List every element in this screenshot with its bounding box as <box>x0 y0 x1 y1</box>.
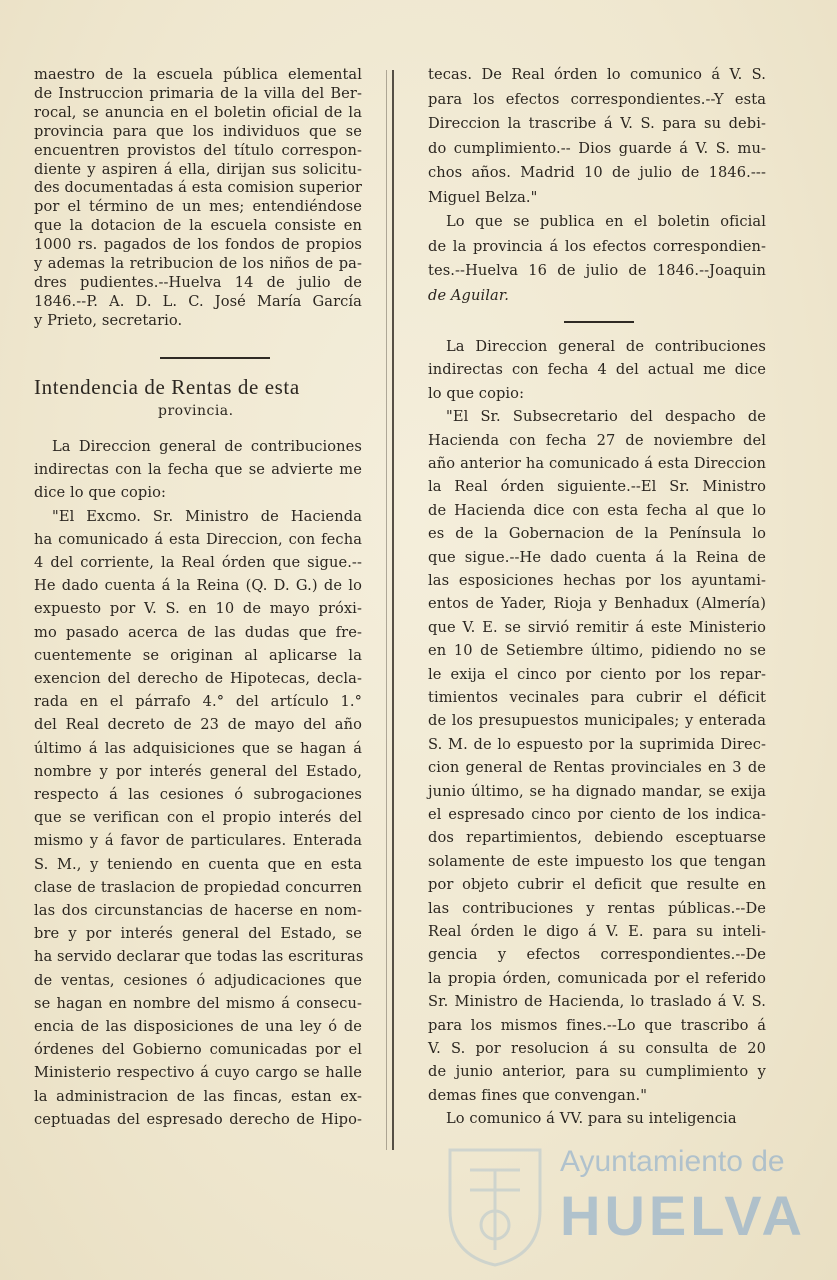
text-line: tecas. De Real órden lo comunico á V. S. <box>428 66 766 83</box>
text-line: dres pudientes.--Huelva 14 de julio de <box>34 273 362 291</box>
watermark-line1: Ayuntamiento de <box>560 1145 785 1178</box>
text-line: la administracion de las fincas, estan ex- <box>34 1087 362 1105</box>
text-line: de Instruccion primaria de la villa del Ber- <box>34 84 362 102</box>
text-line: 1000 rs. pagados de los fondos de propios <box>34 236 362 254</box>
text-line: Miguel Belza." <box>428 188 538 206</box>
text-line: timientos vecinales para cubrir el déficit <box>428 689 766 706</box>
text-line: y ademas la retribucion de los niños de pa- <box>34 255 362 272</box>
text-line: que la dotacion de la escuela consiste en <box>34 217 362 235</box>
text-line: las contribuciones y rentas públicas.--De <box>428 899 766 917</box>
text-line: solamente de este impuesto los que tengan <box>428 852 766 870</box>
text-line: nombre y por interés general del Estado, <box>34 762 362 780</box>
text-line: dice lo que copio: <box>34 484 167 502</box>
text-line: entos de Yader, Rioja y Benhadux (Almería) <box>428 595 766 613</box>
text-line: las dos circunstancias de hacerse en nom- <box>34 902 362 919</box>
text-line: la Real órden siguiente.--El Sr. Ministro <box>428 478 766 496</box>
text-line: le exija el cinco por ciento por los repar- <box>428 665 766 683</box>
text-line: exencion del derecho de Hipotecas, decla- <box>34 670 362 687</box>
text-line: mo pasado acerca de las dudas que fre- <box>34 623 362 641</box>
watermark-line2: HUELVA <box>560 1184 806 1247</box>
section-rule <box>160 357 270 359</box>
text-line: del Real decreto de 23 de mayo del año <box>34 716 362 734</box>
text-line: des documentadas á esta comision superior <box>34 179 362 197</box>
text-line: 4 del corriente, la Real órden que sigue.-- <box>34 554 362 571</box>
text-line: cion general de Rentas provinciales en 3 de <box>428 759 766 777</box>
text-line: que sigue.--He dado cuenta á la Reina de <box>428 548 766 566</box>
text-line: Lo que se publica en el boletin oficial <box>446 213 766 230</box>
text-line: indirectas con fecha 4 del actual me dice <box>428 361 766 379</box>
text-line: S. M., y teniendo en cuenta que en esta <box>34 855 362 873</box>
text-line: S. M. de lo espuesto por la suprimida Direc- <box>428 735 766 753</box>
text-line: do cumplimiento.-- Dios guarde á V. S. mu- <box>428 139 766 157</box>
text-line: el espresado cinco por ciento de los indica- <box>428 806 766 823</box>
text-line: en 10 de Setiembre último, pidiendo no se <box>428 642 766 660</box>
text-line: encia de las disposiciones de una ley ó de <box>34 1018 362 1035</box>
text-line: órdenes del Gobierno comunicadas por el <box>34 1041 362 1059</box>
text-line: por objeto cubrir el deficit que resulte en <box>428 876 766 894</box>
text-line: de la provincia á los efectos correspondien- <box>428 237 766 255</box>
section-rule <box>564 321 634 323</box>
text-line: provincia para que los individuos que se <box>34 122 362 140</box>
column-divider <box>392 70 394 1150</box>
text-line: clase de traslacion de propiedad concurren <box>34 878 362 896</box>
text-line: de Hacienda dice con esta fecha al que lo <box>428 501 766 519</box>
text-line: es de la Gobernacion de la Península lo <box>428 525 766 543</box>
text-line: mismo y á favor de particulares. Enterada <box>34 832 362 850</box>
text-line: respecto á las cesiones ó subrogaciones <box>34 786 362 803</box>
text-line: ha servido declarar que todas las escrituras <box>34 948 364 966</box>
text-line: tes.--Huelva 16 de julio de 1846.--Joaquin <box>428 262 766 279</box>
text-line: He dado cuenta á la Reina (Q. D. G.) de lo <box>34 577 362 595</box>
text-line: encuentren provistos del título correspon- <box>34 141 362 159</box>
text-line: año anterior ha comunicado á esta Direccion <box>428 455 766 472</box>
text-line: de junio anterior, para su cumplimiento y <box>428 1063 766 1081</box>
text-line: "El Sr. Subsecretario del despacho de <box>446 408 766 426</box>
text-line: la propia órden, comunicada por el referido <box>428 969 766 987</box>
text-line: La Direccion general de contribuciones <box>52 438 362 455</box>
text-line: "El Excmo. Sr. Ministro de Hacienda <box>52 507 362 525</box>
text-line: se hagan en nombre del mismo á consecu- <box>34 994 362 1012</box>
text-line: Sr. Ministro de Hacienda, lo traslado á V. S. <box>428 993 766 1011</box>
text-line: por el término de un mes; entendiéndose <box>34 198 362 216</box>
text-line: chos años. Madrid 10 de julio de 1846.--- <box>428 164 766 181</box>
section-subheading: provincia. <box>158 403 234 419</box>
text-line: La Direccion general de contribuciones <box>446 338 766 355</box>
text-line: para los efectos correspondientes.--Y esta <box>428 90 766 108</box>
text-line: que V. E. se sirvió remitir á este Ministerio <box>428 618 766 636</box>
text-line: demas fines que convengan." <box>428 1086 648 1104</box>
text-line: Hacienda con fecha 27 de noviembre del <box>428 431 766 449</box>
text-line: para los mismos fines.--Lo que trascribo á <box>428 1016 766 1034</box>
text-line: lo que copio: <box>428 384 525 402</box>
section-heading: Intendencia de Rentas de esta <box>34 375 300 399</box>
text-line: rada en el párrafo 4.° del artículo 1.° <box>34 693 362 711</box>
text-line: las esposiciones hechas por los ayuntami- <box>428 572 766 589</box>
text-line: ha comunicado á esta Direccion, con fecha <box>34 530 362 548</box>
text-line: expuesto por V. S. en 10 de mayo próxi- <box>34 600 362 618</box>
text-line: Direccion la trascribe á V. S. para su debi- <box>428 115 766 132</box>
text-line: indirectas con la fecha que se advierte me <box>34 461 362 479</box>
text-line: Lo comunico á VV. para su inteligencia <box>446 1110 737 1128</box>
text-line: bre y por interés general del Estado, se <box>34 925 362 943</box>
text-line: Real órden le digo á V. E. para su inteli- <box>428 923 766 940</box>
text-line: rocal, se anuncia en el boletin oficial de la <box>34 103 362 121</box>
text-line: que se verifican con el propio interés del <box>34 809 362 827</box>
text-line: gencia y efectos correspondientes.--De <box>428 946 766 964</box>
text-line: de los presupuestos municipales; y enterada <box>428 712 766 730</box>
text-line: junio último, se ha dignado mandar, se exija <box>428 782 766 800</box>
text-line: 1846.--P. A. D. L. C. José María García <box>34 292 362 310</box>
text-line: de Aguilar. <box>428 286 510 304</box>
text-line: V. S. por resolucion á su consulta de 20 <box>428 1040 766 1057</box>
text-line: dos repartimientos, debiendo esceptuarse <box>428 829 766 847</box>
text-line: ceptuadas del espresado derecho de Hipo- <box>34 1110 362 1128</box>
column-divider-shadow <box>386 70 387 1150</box>
text-line: de ventas, cesiones ó adjudicaciones que <box>34 971 362 989</box>
text-line: último á las adquisiciones que se hagan á <box>34 739 362 757</box>
text-line: y Prieto, secretario. <box>34 311 183 329</box>
text-line: cuentemente se originan al aplicarse la <box>34 646 362 664</box>
text-line: Ministerio respectivo á cuyo cargo se halle <box>34 1064 362 1082</box>
text-line: maestro de la escuela pública elemental <box>34 66 362 83</box>
text-line: diente y aspiren á ella, dirijan sus solicitu- <box>34 160 362 178</box>
